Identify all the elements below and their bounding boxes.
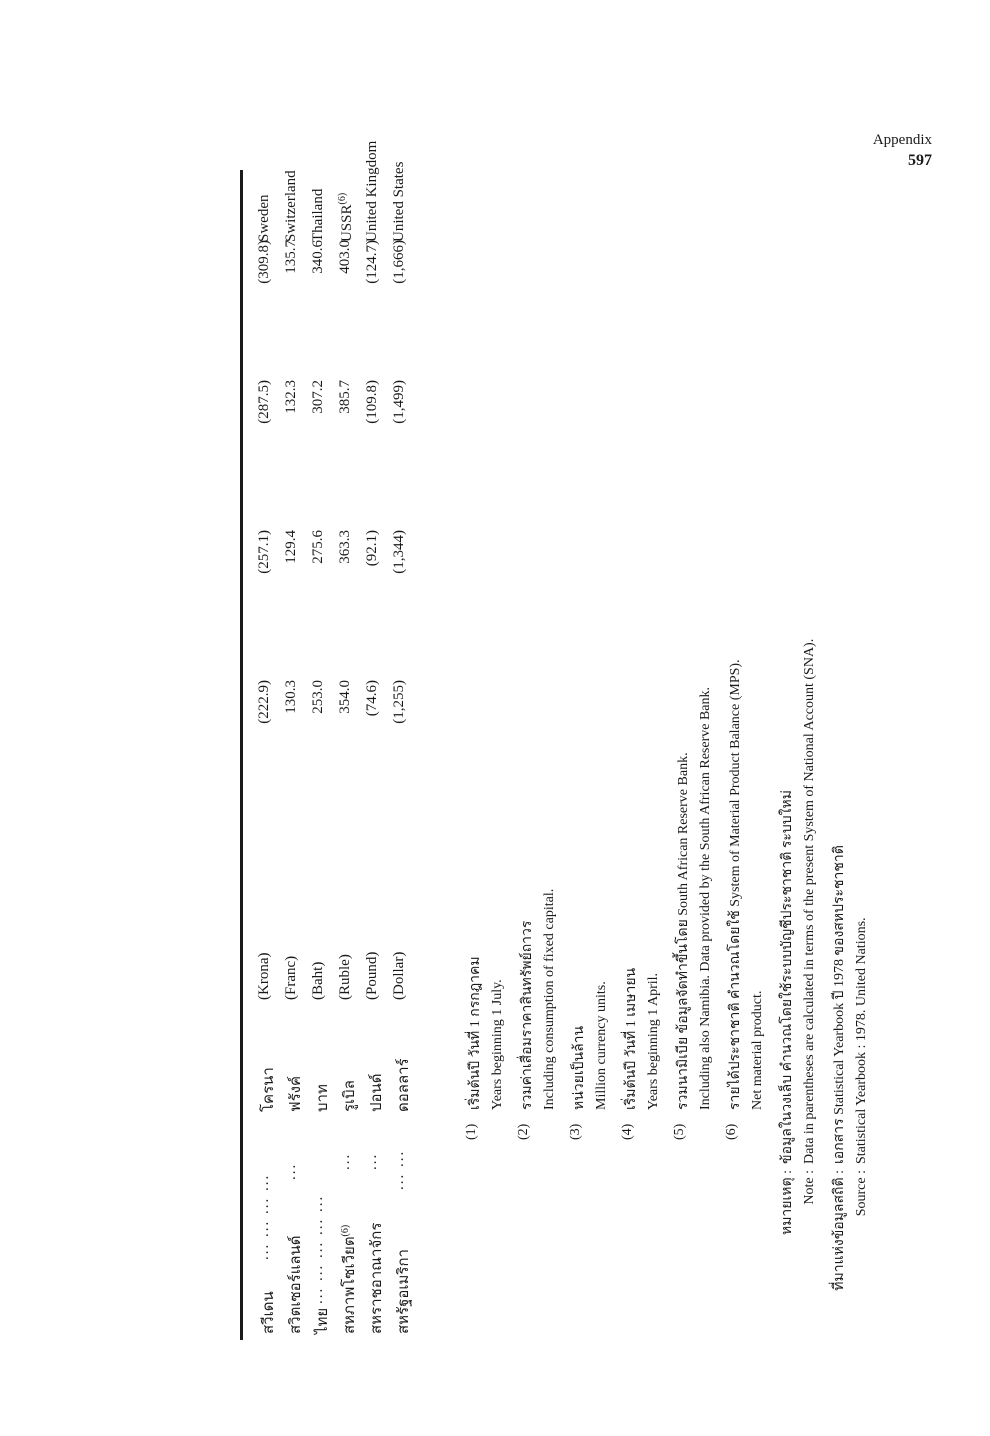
thai-country-name: สหรัฐอเมริกา [396,1249,412,1334]
value-1: (222.9) [256,680,272,724]
note-text: Data in parentheses are calculated in terms of the present System of National Account (SNA). [802,638,817,1164]
note-label: Note : [802,1170,817,1205]
value-1: (1,255) [391,680,407,724]
value-3: 132.3 [283,380,299,414]
country-name: United States [391,161,407,242]
currency: (Dollar) [391,951,407,1000]
footnote-thai: รวมนามิเบีย ข้อมูลจัดทำขึ้นโดย South African Reserve Bank. [676,752,691,1110]
thai-country-name: สหราชอาณาจักร [369,1222,385,1334]
footnote-number: (5) [672,1123,687,1140]
footnote-thai: หน่วยเป็นล้าน [572,1025,587,1110]
footnote-number: (6) [724,1123,739,1140]
footnote-english: Million currency units. [594,981,609,1110]
thai-currency: ปอนด์ [369,1073,385,1112]
footnote-thai: รวมค่าเสื่อมราคาสินทรัพย์ถาวร [520,920,535,1110]
footnote-number: (4) [620,1123,635,1140]
country-name: Thailand [310,188,326,242]
page-header [873,130,932,172]
footnote-english: Including consumption of fixed capital. [542,888,557,1110]
leader-dots: ... [283,1162,299,1180]
country-name: USSR$^{(6)}$ [337,192,355,242]
thai-currency: โครนา [261,1067,277,1112]
country-name: Switzerland [283,170,299,242]
thai-source-text: เอกสาร Statistical Yearbook ปี 1978 ของสหประชาชาติ [832,845,847,1164]
currency: (Pound) [364,951,380,1000]
currency: (Franc) [283,955,299,1000]
thai-source-label: ที่มาแห่งข้อมูลสถิติ : [832,1170,847,1291]
table-row [364,140,391,1340]
country-name: Sweden [256,194,272,242]
thai-currency: รูเบิล [342,1080,358,1112]
currency: (Ruble) [337,954,353,1000]
currency: (Krona) [256,952,272,1000]
value-3: (1,499) [391,380,407,424]
value-2: 363.3 [337,530,353,564]
thai-currency: ดอลลาร์ [396,1058,412,1112]
footnote-number: (1) [464,1123,479,1140]
thai-country-name: สวิตเซอร์แลนด์ [288,1235,304,1334]
value-2: (92.1) [364,530,380,567]
source-label: Source : [854,1170,869,1217]
table-row [256,170,283,1340]
table-top-rule [240,170,243,1340]
value-3: 307.2 [310,380,326,414]
footnote-thai: เริ่มต้นปี วันที่ 1 กรกฎาคม [468,956,483,1110]
value-3: (109.8) [364,380,380,424]
value-3: (287.5) [256,380,272,424]
footnote-thai: รายได้ประชาชาติ คำนวณโดยใช้ System of Material Product Balance (MPS). [728,659,743,1110]
page-number: 597 [908,152,932,170]
source-text: Statistical Yearbook : 1978. United Nations. [854,917,869,1164]
appendix-label: Appendix [872,132,932,148]
value-4: 135.7 [283,240,299,274]
country-name: United Kingdom [364,140,380,242]
currency: (Baht) [310,961,326,1000]
leader-dots: ... ... [391,1149,407,1190]
table-row [391,161,418,1340]
footnote-ref: (6) [337,192,348,205]
remark-thai-label: หมายเหตุ : [780,1170,795,1236]
value-2: 129.4 [283,530,299,564]
table-row [283,170,310,1340]
leader-dots: ... ... ... ... ... [310,1194,326,1304]
value-4: (309.8) [256,240,272,284]
value-4: (124.7) [364,240,380,284]
thai-currency: ฟรังค์ [288,1075,304,1112]
leader-dots: ... ... ... ... [256,1173,272,1260]
value-1: 253.0 [310,680,326,714]
value-4: (1,666) [391,240,407,284]
footnote-english: Years beginning 1 April. [646,972,661,1110]
value-4: 340.6 [310,240,326,274]
remark-thai-text: ข้อมูลในวงเล็บ คำนวณโดยใช้ระบบบัญชีประชาชาติ ระบบใหม่ [780,790,795,1164]
value-1: 130.3 [283,680,299,714]
thai-country-name: สวีเดน [261,1291,277,1334]
value-1: 354.0 [337,680,353,714]
value-2: (1,344) [391,530,407,574]
thai-country-name: สหภาพโซเวียต$^{(6)}$ [340,1224,358,1334]
footnote-english: Net material product. [750,990,765,1110]
value-4: 403.0 [337,240,353,274]
value-3: 385.7 [337,380,353,414]
footnote-english: Including also Namibia. Data provided by the South African Reserve Bank. [698,686,713,1110]
table-row [310,170,337,1340]
footnote-thai: เริ่มต้นปี วันที่ 1 เมษายน [624,967,639,1110]
value-2: 275.6 [310,530,326,564]
table-row [337,170,364,1340]
leader-dots: ... [364,1152,380,1170]
thai-currency: บาท [315,1084,331,1112]
value-2: (257.1) [256,530,272,574]
thai-footnote-ref: (6) [340,1224,351,1237]
footnote-number: (3) [568,1123,583,1140]
thai-country-name: ไทย [315,1307,331,1334]
leader-dots: ... [337,1152,353,1170]
footnote-english: Years beginning 1 July. [490,979,505,1110]
value-1: (74.6) [364,680,380,717]
footnote-number: (2) [516,1123,531,1140]
